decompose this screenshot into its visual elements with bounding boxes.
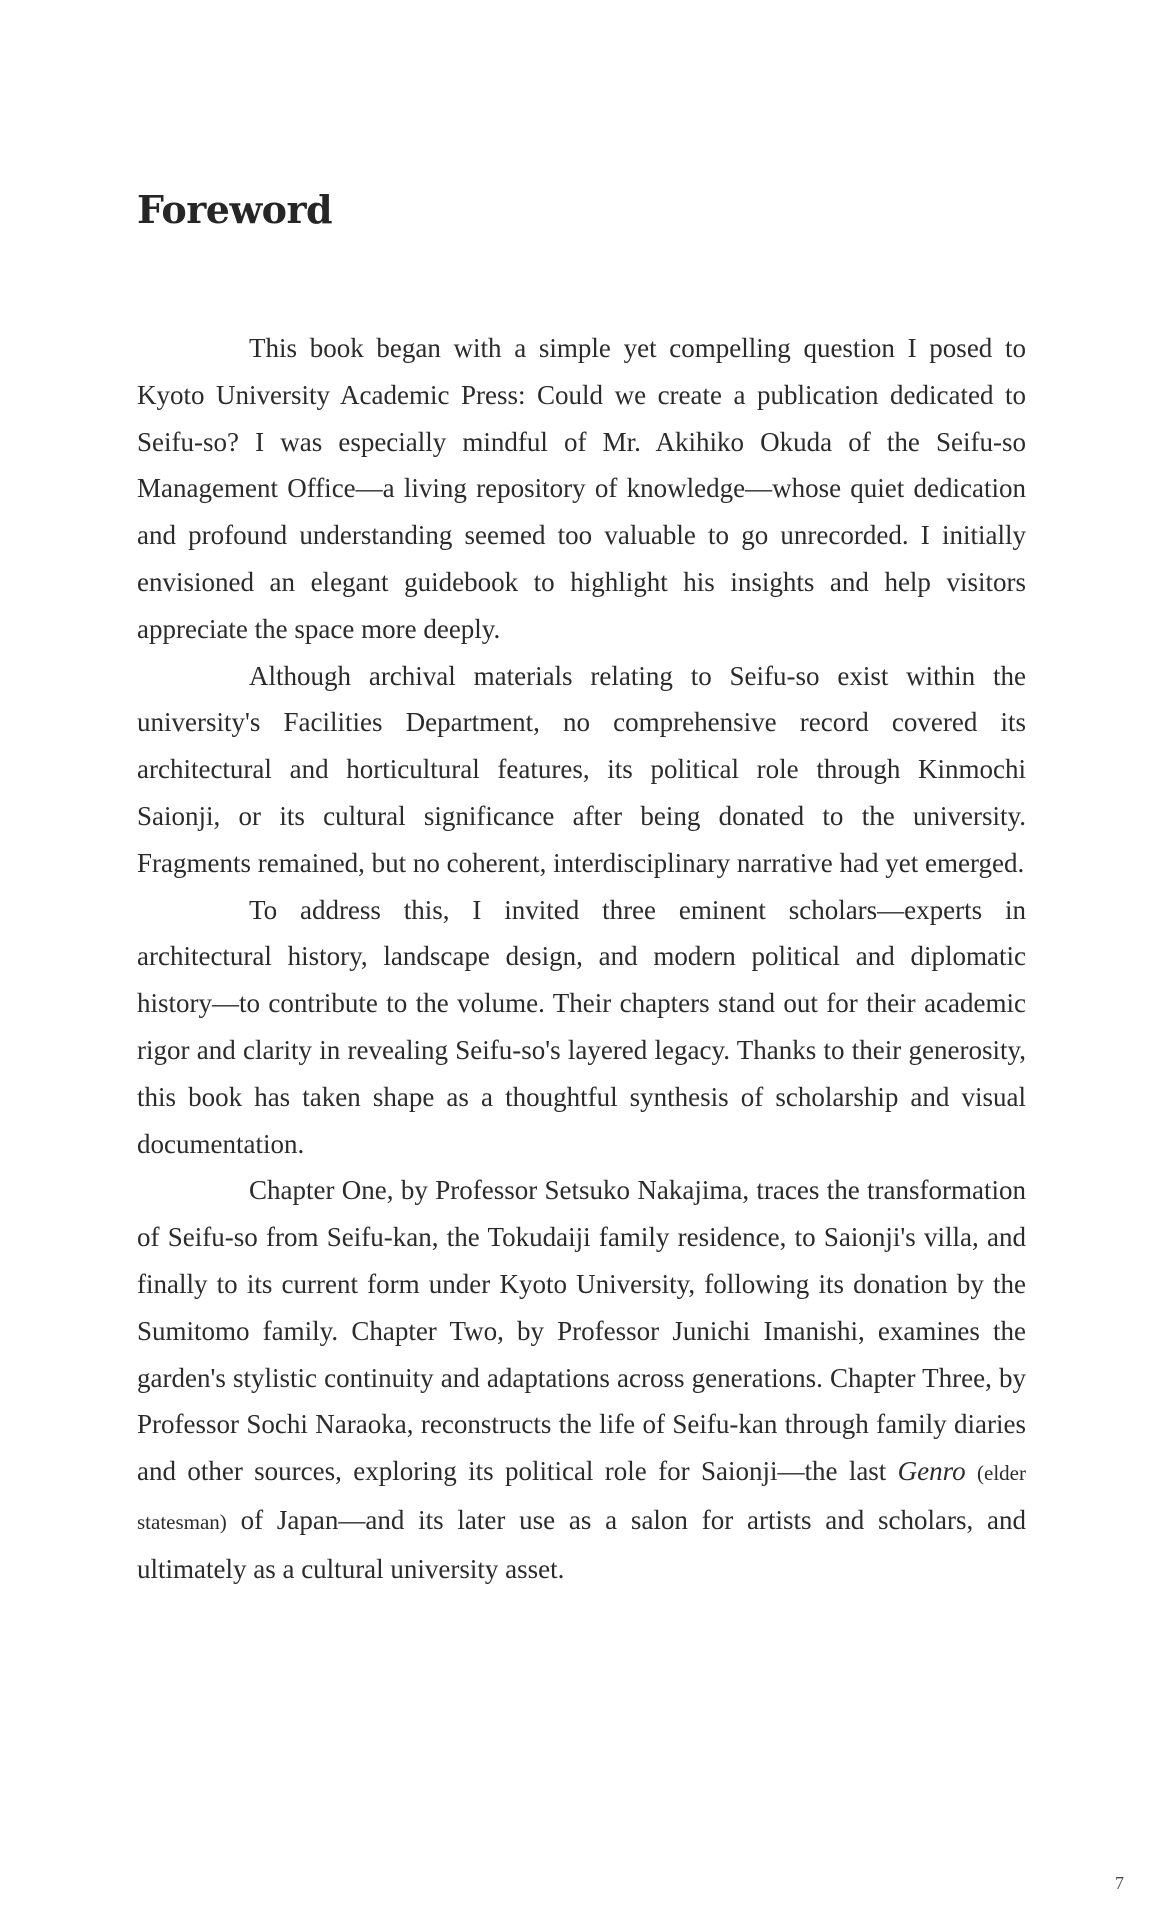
paragraph-1: This book began with a simple yet compelling question I posed to Kyoto University Academic Press: Could we create a publication dedicated to Seifu-so? I was especially mindful of Mr. Akihiko Okuda of the Seifu-so Management Office—a living repository of knowledge—whose quiet dedication and profound understanding seemed too valuable to go unrecorded. I initially envisioned an elegant guidebook to highlight his insights and help visitors appreciate the space more deeply. bbox=[137, 333, 1026, 644]
genro-term: Genro bbox=[897, 1456, 966, 1487]
paragraph-4 bbox=[137, 1167, 1026, 1592]
paragraph-3: To address this, I invited three eminent scholars—experts in architectural history, landscape design, and modern political and diplomatic history—to contribute to the volume. Their chapters stand out for their academic rigor and clarity in revealing Seifu-so's layered legacy. Thanks to their generosity, this book has taken shape as a thoughtful synthesis of scholarship and visual documentation. bbox=[137, 894, 1026, 1159]
genro-gloss: (elder statesman) bbox=[137, 1461, 1026, 1534]
page-number: 7 bbox=[1115, 1873, 1124, 1893]
page-title: Foreword bbox=[137, 187, 333, 232]
paragraph-4-text-start: Chapter One, by Professor Setsuko Nakajima, traces the transformation of Seifu-so from Seifu-kan, the Tokudaiji family residence, to Saionji's villa, and finally to its current form under Kyoto University, following its donation by the Sumitomo family. Chapter Two, by Professor Junichi Imanishi, examines the garden's stylistic continuity and adaptations across generations. Chapter Three, by Professor Sochi Naraoka, reconstructs the life of Seifu-kan through family diaries and other sources, exploring its political role for Saionji—the last bbox=[137, 1175, 1026, 1487]
foreword-body bbox=[137, 325, 1026, 1593]
paragraph-2: Although archival materials relating to Seifu-so exist within the university's Facilities Department, no comprehensive record covered its architectural and horticultural features, its political role through Kinmochi Saionji, or its cultural significance after being donated to the university. Fragments remained, but no coherent, interdisciplinary narrative had yet emerged. bbox=[137, 660, 1026, 878]
paragraph-4-text-end: of Japan—and its later use as a salon for artists and scholars, and ultimately as a cultural university asset. bbox=[137, 1504, 1026, 1584]
